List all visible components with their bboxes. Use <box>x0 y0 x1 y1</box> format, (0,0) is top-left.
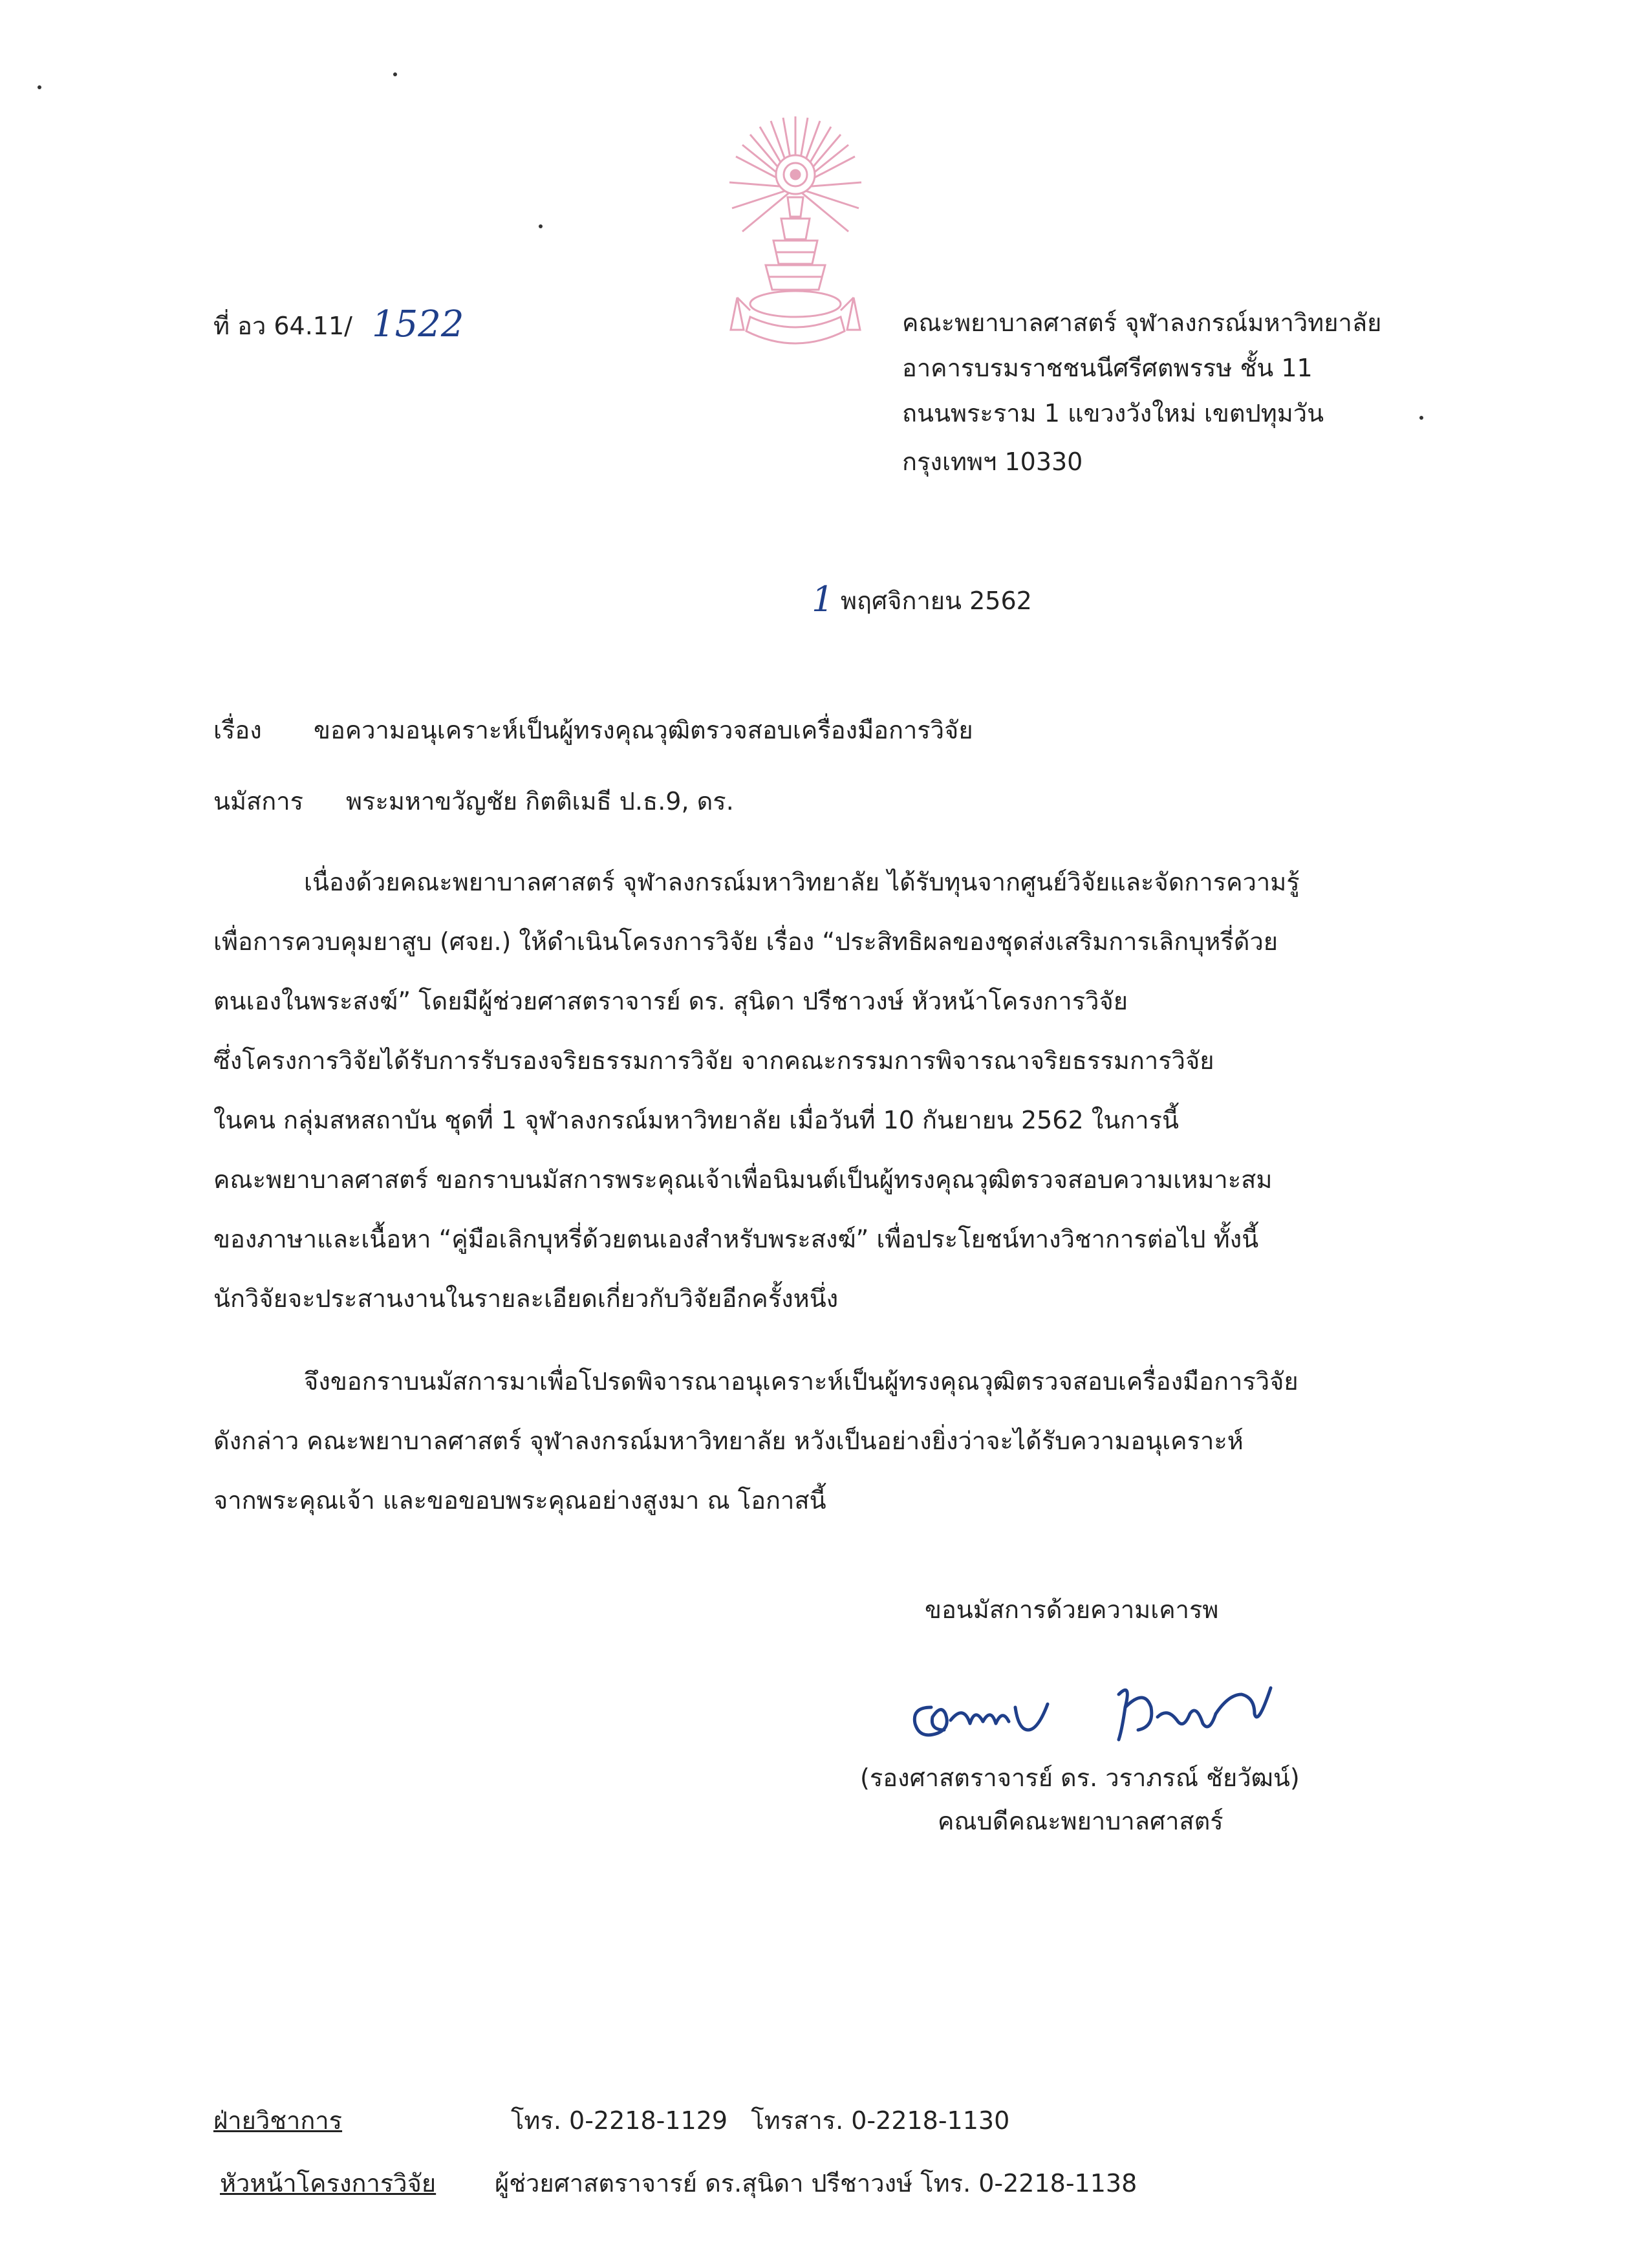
subject-text: ขอความอนุเคราะห์เป็นผู้ทรงคุณวุฒิตรวจสอบเครื่องมือการวิจัย <box>314 716 973 744</box>
subject-label: เรื่อง <box>213 716 262 744</box>
scan-speck <box>38 85 41 89</box>
footer-dept-contact: โทร. 0-2218-1129 โทรสาร. 0-2218-1130 <box>511 2106 1010 2135</box>
body-p1-line-2: เพื่อการควบคุมยาสูบ (ศจย.) ให้ดำเนินโครงการวิจัย เรื่อง “ประสิทธิผลของชุดส่งเสริมการเลิกบุหรี่ด้วย <box>213 927 1278 956</box>
signer-title: คณบดีคณะพยาบาลศาสตร์ <box>938 1807 1223 1835</box>
address-line-1: คณะพยาบาลศาสตร์ จุฬาลงกรณ์มหาวิทยาลัย <box>902 308 1382 337</box>
scan-speck <box>1419 416 1423 420</box>
university-seal-logo <box>711 103 879 362</box>
date-text: พฤศจิกายน 2562 <box>841 587 1032 615</box>
signer-name: (รองศาสตราจารย์ ดร. วราภรณ์ ชัยวัฒน์) <box>860 1764 1300 1792</box>
body-p1-line-7: ของภาษาและเนื้อหา “คู่มือเลิกบุหรี่ด้วยตนเองสำหรับพระสงฆ์” เพื่อประโยชน์ทางวิชาการต่อไป ทั้งนี้ <box>213 1225 1259 1253</box>
body-p1-line-8: นักวิจัยจะประสานงานในรายละเอียดเกี่ยวกับวิจัยอีกครั้งหนึ่ง <box>213 1284 839 1313</box>
handwritten-signature <box>905 1669 1293 1766</box>
date-day-handwritten: 1 <box>812 579 834 620</box>
address-line-2: อาคารบรมราชชนนีศรีศตพรรษ ชั้น 11 <box>902 354 1313 382</box>
salutation-label: นมัสการ <box>213 787 303 815</box>
body-p1-line-3: ตนเองในพระสงฆ์” โดยมีผู้ช่วยศาสตราจารย์ ดร. สุนิดา ปรีชาวงษ์ หัวหน้าโครงการวิจัย <box>213 987 1128 1015</box>
reference-number-handwritten: 1522 <box>372 303 464 345</box>
address-line-3: ถนนพระราม 1 แขวงวังใหม่ เขตปทุมวัน <box>902 399 1324 427</box>
body-p2-line-1: จึงขอกราบนมัสการมาเพื่อโปรดพิจารณาอนุเคราะห์เป็นผู้ทรงคุณวุฒิตรวจสอบเครื่องมือการวิจัย <box>304 1367 1299 1396</box>
body-p1-line-5: ในคน กลุ่มสหสถาบัน ชุดที่ 1 จุฬาลงกรณ์มหาวิทยาลัย เมื่อวันที่ 10 กันยายน 2562 ในการนี้ <box>213 1106 1180 1134</box>
footer-dept-label: ฝ่ายวิชาการ <box>213 2106 343 2135</box>
footer-head-label: หัวหน้าโครงการวิจัย <box>220 2169 436 2198</box>
address-line-4: กรุงเทพฯ 10330 <box>902 448 1083 476</box>
closing-text: ขอนมัสการด้วยความเคารพ <box>925 1595 1219 1624</box>
body-p1-line-4: ซึ่งโครงการวิจัยได้รับการรับรองจริยธรรมการวิจัย จากคณะกรรมการพิจารณาจริยธรรมการวิจัย <box>213 1046 1214 1075</box>
scan-speck <box>393 72 397 76</box>
salutation-text: พระมหาขวัญชัย กิตติเมธี ป.ธ.9, ดร. <box>346 787 734 815</box>
body-p2-line-3: จากพระคุณเจ้า และขอขอบพระคุณอย่างสูงมา ณ โอกาสนี้ <box>213 1486 826 1515</box>
body-p2-line-2: ดังกล่าว คณะพยาบาลศาสตร์ จุฬาลงกรณ์มหาวิทยาลัย หวังเป็นอย่างยิ่งว่าจะได้รับความอนุเคราะห์ <box>213 1427 1244 1455</box>
scan-speck <box>539 224 543 228</box>
body-p1-line-6: คณะพยาบาลศาสตร์ ขอกราบนมัสการพระคุณเจ้าเพื่อนิมนต์เป็นผู้ทรงคุณวุฒิตรวจสอบความเหมาะสม <box>213 1165 1273 1194</box>
body-p1-line-1: เนื่องด้วยคณะพยาบาลศาสตร์ จุฬาลงกรณ์มหาวิทยาลัย ได้รับทุนจากศูนย์วิจัยและจัดการความรู้ <box>304 868 1300 896</box>
footer-head-contact: ผู้ช่วยศาสตราจารย์ ดร.สุนิดา ปรีชาวงษ์ โทร. 0-2218-1138 <box>495 2169 1137 2198</box>
reference-label: ที่ อว 64.11/ <box>213 312 352 340</box>
